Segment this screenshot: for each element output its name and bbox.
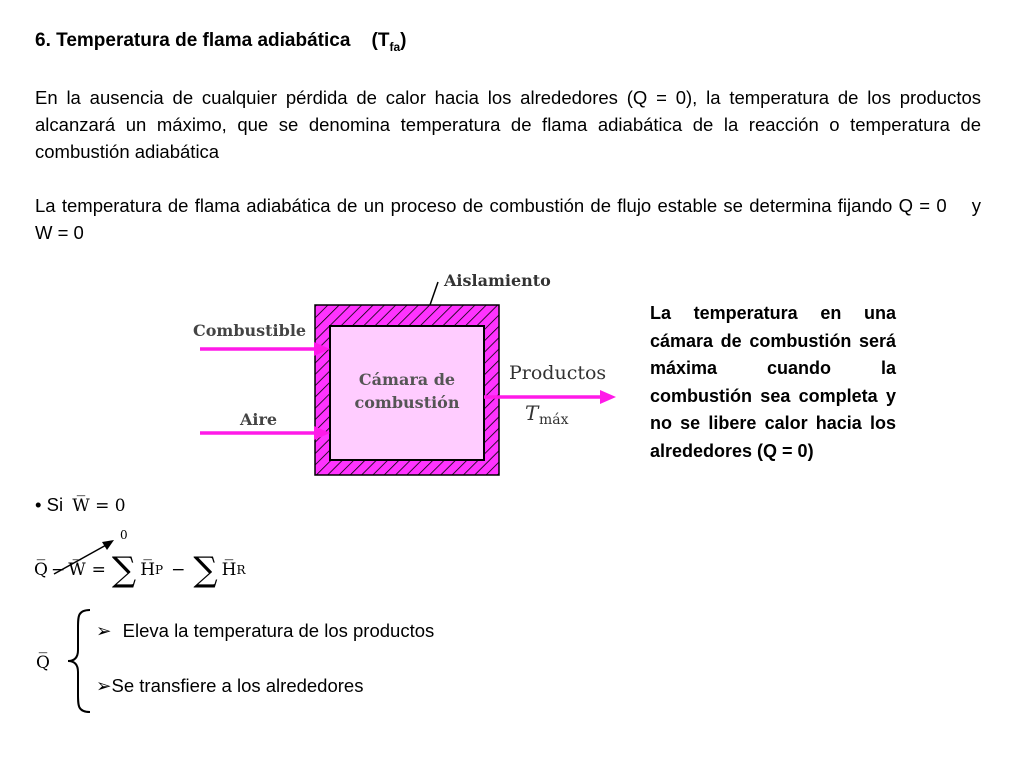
energy-balance-equation [34,550,246,590]
h-products: H̅ [140,560,156,580]
paragraph-definition: La temperatura de flama adiabática de un proceso de combustión de flujo estable se determina fijando Q = 0 y W = 0 [35,195,1002,243]
bullet-label: Si [46,494,64,515]
curly-brace [64,606,94,716]
insulation-leader [430,282,438,305]
paragraph-intro: En la ausencia de cualquier pérdida de calor hacia los alrededores (Q = 0), la temperatura de los productos alcanzará un máximo, que se denomina temperatura de flama adiabática de la reacción o temperatura de combustión adiabática [35,87,981,162]
products-arrow [600,390,616,404]
fuel-label: Combustible [193,321,307,340]
title-text: 6. Temperatura de flama adiabática [35,30,351,51]
combustion-chamber-diagram [180,260,620,490]
option-marker-icon: ➢ [96,620,112,641]
equals-sign: = [91,560,106,580]
title-paren-close: ) [400,30,407,51]
chamber-label-line1: Cámara de [358,370,456,389]
temp-subscript: máx [539,412,569,428]
h-reactants: H̅ [221,560,237,580]
option-text: Se transfiere a los alrededores [111,675,364,696]
temp-symbol: T [525,401,539,425]
title-symbol: (T [371,30,390,51]
insulation-label: Aislamiento [444,271,551,290]
q-bar: Q̅ [34,560,48,580]
title-subscript: fa [389,39,401,54]
products-label: Productos [509,362,607,384]
slide-title [35,30,406,54]
sum-symbol-reactants: ∑ [193,550,218,590]
bullet-marker: • [35,494,42,515]
w-bar: W̅ [68,560,86,580]
air-label: Aire [240,410,278,429]
option-transferred-surroundings [96,675,363,697]
option-marker-icon: ➢ [96,675,112,696]
option-raises-temperature [96,620,434,642]
side-note: La temperatura en una cámara de combustión será máxima cuando la combustión sea completa y no se libere calor hacia los alrededores (Q = 0) [650,303,896,461]
option-text: Eleva la temperatura de los productos [122,620,435,641]
condition-formula: W̅ = 0 [72,496,126,516]
minus-sign-2: − [171,560,186,580]
bullet-condition [35,494,126,516]
q-label: Q̅ [36,653,50,673]
minus-sign: − [50,560,66,580]
h-reactants-sub: R [236,563,246,577]
zero-mark: 0 [120,528,128,542]
h-products-sub: P [155,563,164,577]
chamber-label-line2: combustión [354,393,460,412]
sum-symbol-products: ∑ [111,550,137,590]
